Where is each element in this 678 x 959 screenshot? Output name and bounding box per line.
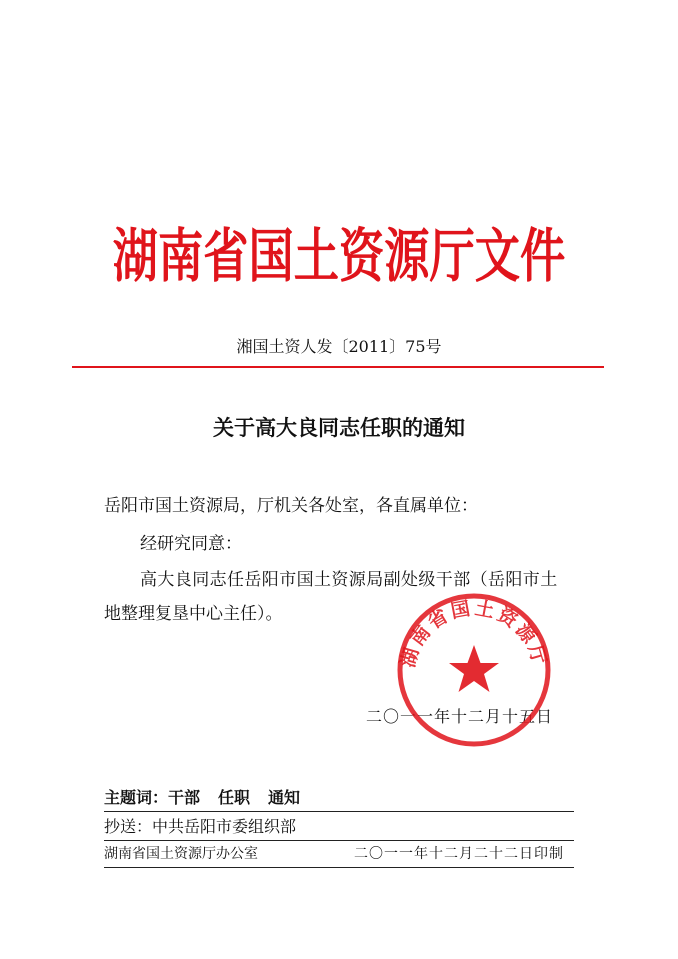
keyword: 任职 [218,788,251,807]
keywords-line [104,786,318,810]
issue-date: 二〇一一年十二月十五日 [366,707,554,726]
footer-rule-bottom [104,867,574,868]
intro-line: 经研究同意： [140,534,242,554]
seal-star-icon [449,645,499,692]
document-header-title: 湖南省国土资源厅文件 [112,222,566,290]
keyword: 通知 [268,788,301,807]
keyword: 干部 [168,788,201,807]
header-red-rule [72,366,604,368]
issuing-office: 湖南省国土资源厅办公室 [104,846,258,862]
keywords-label: 主题词： [104,788,169,807]
appointment-paragraph-line1: 高大良同志任岳阳市国土资源局副处级干部（岳阳市土 [140,570,558,590]
footer-rule-middle [104,840,574,841]
document-subject: 关于高大良同志任职的通知 [213,415,465,440]
document-number: 湘国土资人发〔2011〕75号 [236,337,442,356]
svg-text:湖南省国土资源厅: 湖南省国土资源厅 [397,597,551,670]
print-date: 二〇一一年十二月二十二日印制 [354,846,564,862]
footer-rule-top [104,811,574,812]
recipients-line: 岳阳市国土资源局，厅机关各处室，各直属单位： [104,496,478,516]
appointment-paragraph-line2: 地整理复垦中心主任）。 [104,604,283,624]
cc-line: 抄送：中共岳阳市委组织部 [104,817,297,836]
